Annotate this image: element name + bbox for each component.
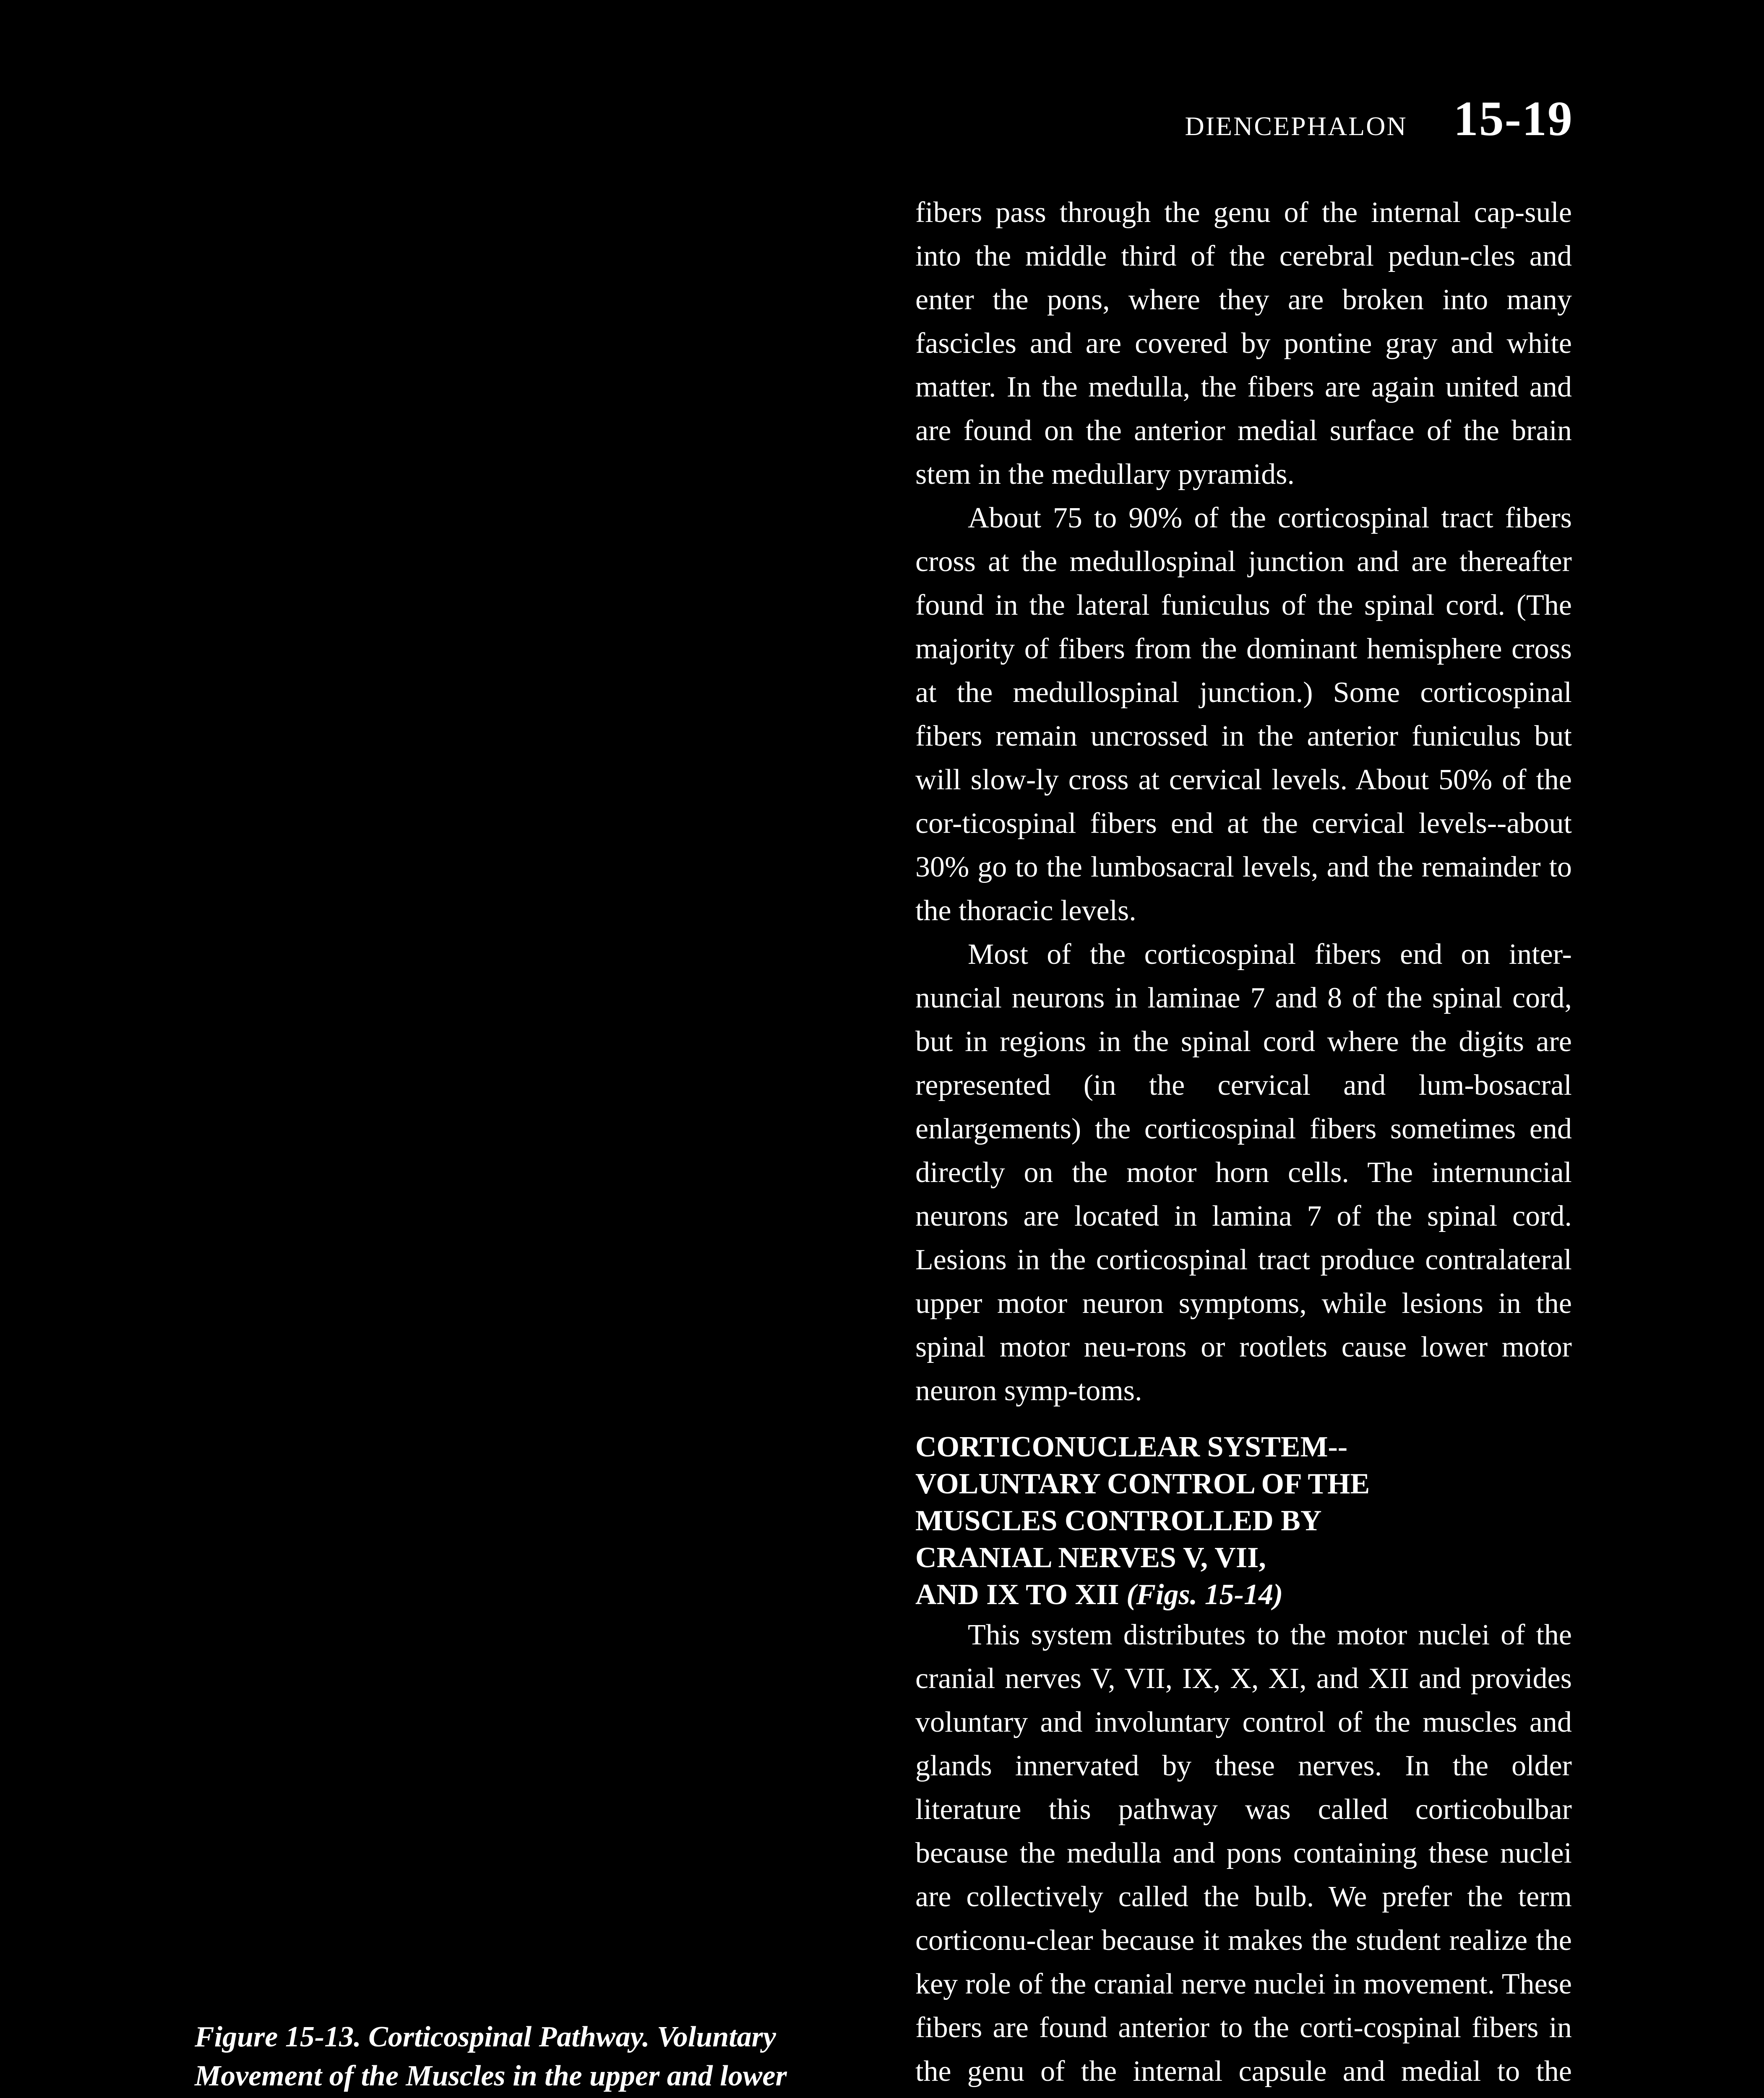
section-heading-text: CORTICONUCLEAR SYSTEM-- VOLUNTARY CONTROL OF THE MUSCLES CONTROLLED BY CRANIAL NERVES V, VII, AND IX TO XII (915, 1431, 1370, 1611)
paragraph-corticonuclear: This system distributes to the motor nuclei of the cranial nerves V, VII, IX, X, XI, and XII and provides voluntary and involuntary control of the muscles and glands innervated by these nerves. In the older literature this pathway was called corticobulbar because the medulla and pons containing these nuclei are collectively called the bulb. We prefer the term corticonu-clear because it makes the student realize the key role of the cranial nerve nuclei in movement. These fibers are found anterior to the corti-cospinal fibers in the genu of the internal capsule and medial to the (915, 1619, 1572, 2088)
section-heading-corticonuclear (915, 1429, 1572, 1613)
paragraph-corticospinal-course: fibers pass through the genu of the internal cap-sule into the middle third of the cerebral pedun-cles and enter the pons, where they are broken into many fascicles and are covered by pontine gray and white matter. In the medulla, the fibers are again united and are found on the anterior medial surface of the brain stem in the medullary pyramids. (915, 196, 1572, 491)
paragraph-decussation: About 75 to 90% of the corticospinal tract fibers cross at the medullospinal junction and are thereafter found in the lateral funiculus of the spinal cord. (The majority of fibers from the dominant hemisphere cross at the medullospinal junction.) Some corticospinal fibers remain uncrossed in the anterior funiculus but will slow-ly cross at cervical levels. About 50% of the cor-ticospinal fibers end at the cervical levels--about 30% go to the lumbosacral levels, and the remainder to the thoracic levels. (915, 502, 1572, 927)
page-number: 15-19 (1453, 91, 1573, 146)
running-head-section: DIENCEPHALON (1185, 111, 1407, 141)
paragraph-termination: Most of the corticospinal fibers end on inter-nuncial neurons in laminae 7 and 8 of the spinal cord, but in regions in the spinal cord where the digits are represented (in the cervical and lum-bosacral enlargements) the corticospinal fibers sometimes end directly on the motor horn cells. The internuncial neurons are located in lamina 7 of the spinal cord. Lesions in the corticospinal tract produce contralateral upper motor neuron symptoms, while lesions in the spinal motor neu-rons or rootlets cause lower motor neuron symp-toms. (915, 938, 1572, 1407)
figure-caption: Figure 15-13. Corticospinal Pathway. Voluntary Movement of the Muscles in the upper and lower (195, 2021, 787, 2092)
section-heading-figure-ref: (Figs. 15-14) (1126, 1579, 1283, 1611)
right-column (915, 191, 1572, 2098)
running-head (1091, 90, 1573, 145)
